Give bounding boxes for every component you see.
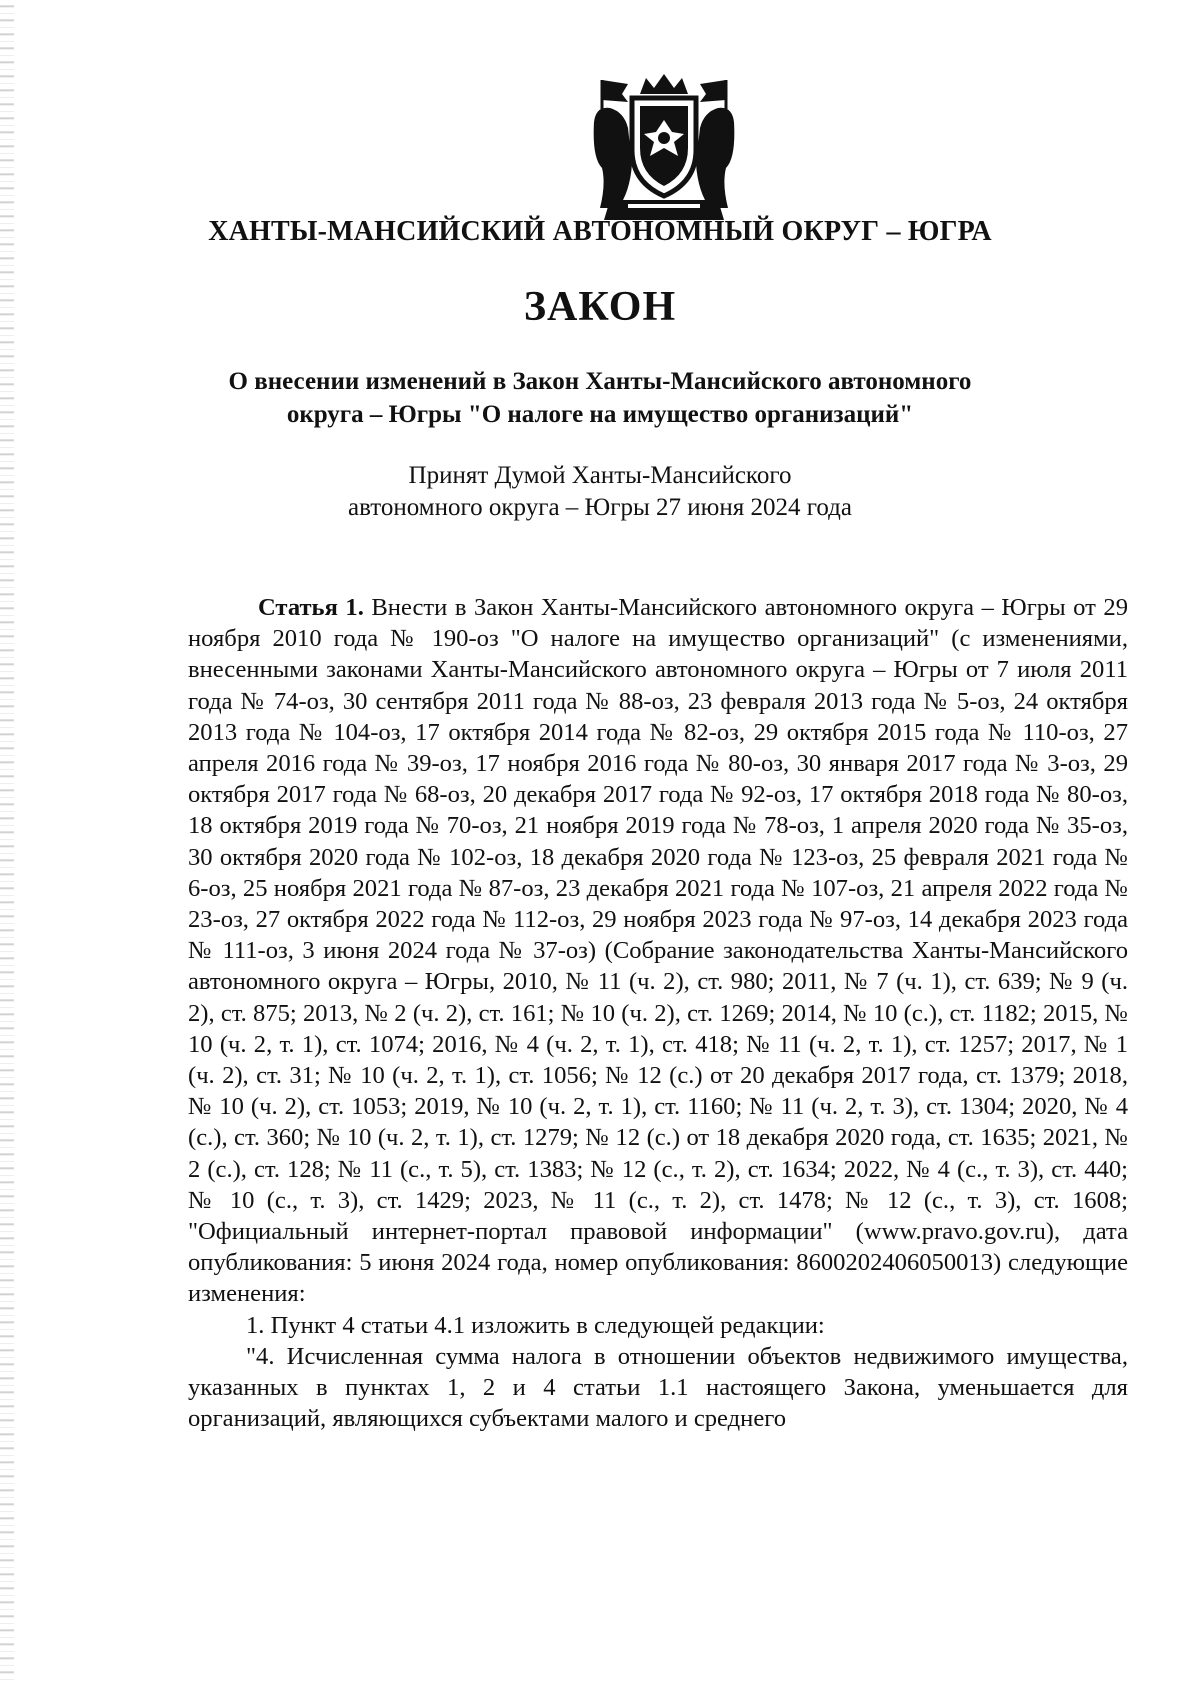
adoption-line: Принят Думой Ханты-Мансийского — [408, 462, 792, 489]
article-1-paragraph — [188, 592, 1128, 1310]
subtitle-line: О внесении изменений в Закон Ханты-Мансийского автономного — [228, 368, 972, 395]
document-type: ЗАКОН — [523, 284, 677, 330]
adoption-line: автономного округа – Югры 27 июня 2024 года — [348, 494, 852, 521]
article-1-label: Статья 1. — [258, 594, 364, 621]
law-body — [188, 592, 1128, 1434]
law-subtitle — [190, 365, 1010, 431]
scan-edge-artifact — [0, 0, 14, 1683]
adoption-note — [190, 460, 1010, 524]
amendment-quote: "4. Исчисленная сумма налога в отношении объектов недвижимого имущества, указанных в пунктах 1, 2 и 4 статьи 1.1 настоящего Закона, уменьшается для организаций, являющихся субъектами малого и среднего — [188, 1342, 1128, 1433]
coat-of-arms-icon — [588, 72, 740, 222]
amendment-item-1: 1. Пункт 4 статьи 4.1 изложить в следующей редакции: — [246, 1311, 825, 1339]
region-name: ХАНТЫ-МАНСИЙСКИЙ АВТОНОМНЫЙ ОКРУГ – ЮГРА — [208, 216, 992, 247]
article-1-text: Внести в Закон Ханты-Мансийского автономного округа – Югры от 29 ноября 2010 года № 190-оз "О налоге на имущество организаций" (с изменениями, внесенными законами Ханты-Мансийского автономного округа – Югры от 7 июля 2011 года № 74-оз, 30 сентября 2011 года № 88-оз, 23 февраля 2013 года № 5-оз, 24 октября 2013 года № 104-оз, 17 октября 2014 года № 82-оз, 29 октября 2015 года № 110-оз, 27 апреля 2016 года № 39-оз, 17 ноября 2016 года № 80-оз, 30 января 2017 года № 3-оз, 29 октября 2017 года № 68-оз, 20 декабря 2017 года № 92-оз, 17 октября 2018 года № 80-оз, 18 октября 2019 года № 70-оз, 21 ноября 2019 года № 78-оз, 1 апреля 2020 года № 35-оз, 30 октября 2020 года № 102-оз, 18 декабря 2020 года № 123-оз, 25 февраля 2021 года № 6-оз, 25 ноября 2021 года № 87-оз, 23 декабря 2021 года № 107-оз, 21 апреля 2022 года № 23-оз, 27 октября 2022 года № 112-оз, 29 ноября 2023 года № 97-оз, 14 декабря 2023 года № 111-оз, 3 июня 2024 года № 37-оз) (Собрание законодательства Ханты-Мансийского автономного округа – Югры, 2010, № 11 (ч. 2), ст. 980; 2011, № 7 (ч. 1), ст. 639; № 9 (ч. 2), ст. 875; 2013, № 2 (ч. 2), ст. 161; № 10 (ч. 2), ст. 1269; 2014, № 10 (с.), ст. 1182; 2015, № 10 (ч. 2, т. 1), ст. 1074; 2016, № 4 (ч. 2, т. 1), ст. 418; № 11 (ч. 2, т. 1), ст. 1257; 2017, № 1 (ч. 2), ст. 31; № 10 (ч. 2, т. 1), ст. 1056; № 12 (с.) от 20 декабря 2017 года, ст. 1379; 2018, № 10 (ч. 2), ст. 1053; 2019, № 10 (ч. 2, т. 1), ст. 1160; № 11 (ч. 2, т. 3), ст. 1304; 2020, № 4 (с.), ст. 360; № 10 (ч. 2, т. 1), ст. 1279; № 12 (с.) от 18 декабря 2020 года, ст. 1635; 2021, № 2 (с.), ст. 128; № 11 (с., т. 5), ст. 1383; № 12 (с., т. 2), ст. 1634; 2022, № 4 (с., т. 3), ст. 440; № 10 (с., т. 3), ст. 1429; 2023, № 11 (с., т. 2), ст. 1478; № 12 (с., т. 3), ст. 1608; "Официальный интернет-портал правовой информации" (www.pravo.gov.ru), дата опубликования: 5 июня 2024 года, номер опубликования: 8600202406050013) следующие изменения: — [188, 594, 1128, 1308]
subtitle-line: округа – Югры "О налоге на имущество организаций" — [286, 401, 914, 428]
